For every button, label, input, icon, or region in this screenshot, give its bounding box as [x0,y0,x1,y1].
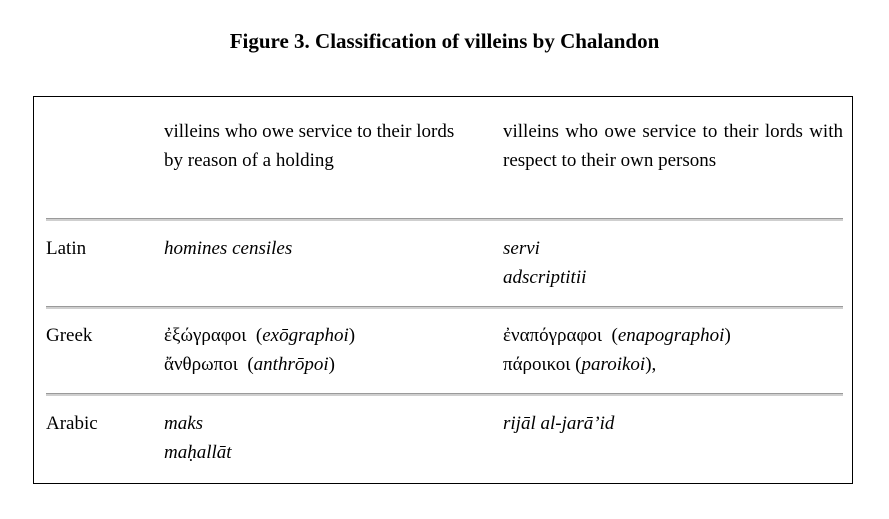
arabic-persons-terms [503,409,843,438]
paren: ( [575,354,582,375]
row-separator [46,218,843,221]
figure-title: Figure 3. Classification of villeins by Chalandon [229,29,660,53]
greek-persons-terms [503,321,843,379]
greek-holding-terms [164,321,464,379]
transliteration: enapographoi [617,325,725,346]
greek-term: πάροικοι [503,354,571,375]
arabic-holding-terms [164,409,464,467]
paren: ) [348,325,356,346]
transliteration: paroikoi [581,354,646,375]
paren: ) [724,325,731,346]
latin-persons-terms [503,234,843,292]
greek-term: ἐξώγραφοι [164,325,247,346]
term: rijāl al-jarā’id [503,413,615,434]
greek-term: ἄνθρωποι [164,354,238,375]
row-separator [46,306,843,309]
term [164,350,464,379]
paren: ( [255,325,263,346]
header-persons: villeins who owe service to their lords with respect to their own persons [503,121,843,171]
paren: ( [611,325,618,346]
term: homines censiles [164,238,293,259]
row-label-greek: Greek [46,325,93,346]
term [503,350,843,379]
transliteration: anthrōpoi [253,354,329,375]
term: servi [503,238,540,259]
term: maks [164,413,204,434]
latin-holding-terms [164,234,464,263]
classification-table [33,96,853,484]
transliteration: exōgraphoi [262,325,349,346]
paren: ( [247,354,254,375]
row-label-arabic: Arabic [46,413,98,434]
header-holding: villeins who owe service to their lords by reason of a holding [164,121,455,171]
row-label-latin: Latin [46,238,87,259]
paren: ) [328,354,335,375]
term: maḥallāt [164,442,232,463]
term [164,321,464,350]
greek-term: ἐναπόγραφοι [503,325,603,346]
row-separator [46,393,843,396]
term: adscriptitii [503,267,587,288]
paren: ), [645,354,657,375]
term [503,321,843,350]
